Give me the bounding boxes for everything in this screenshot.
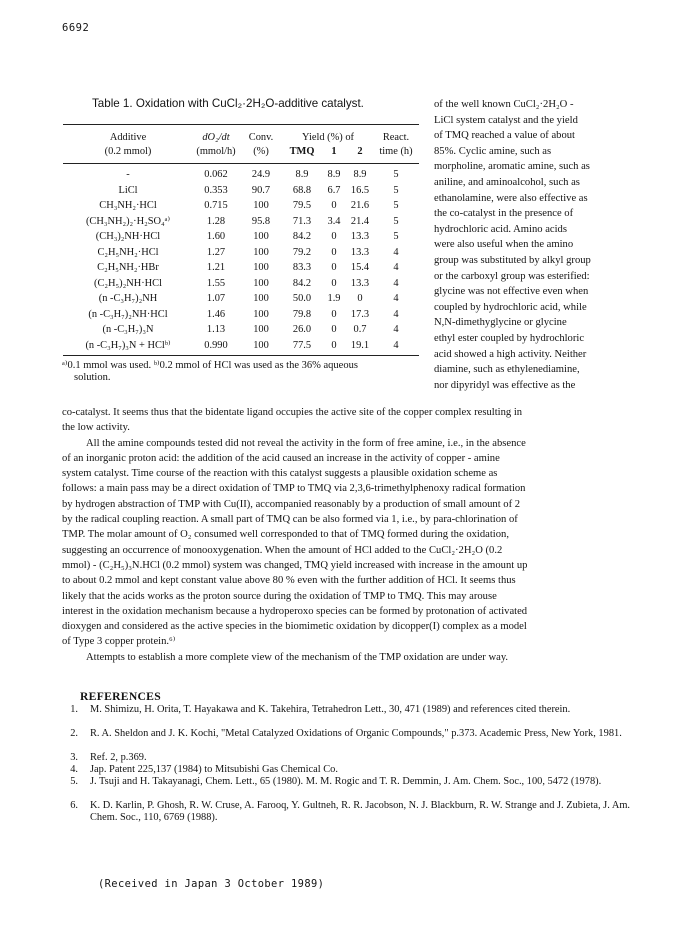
table-cell-do2: 1.21: [206, 262, 226, 273]
table-cell-tmq: 26.0: [292, 324, 312, 335]
right-column-text: [434, 97, 646, 393]
right-column-line: diamine, such as ethylenediamine,: [434, 364, 580, 376]
right-column-line: or the carboxyl group was esterified:: [434, 270, 590, 282]
table-header-rule: [63, 163, 419, 164]
header-do2-unit: (mmol/h): [196, 146, 236, 157]
table-footnote: [62, 360, 420, 384]
table-cell-conv: 100: [253, 339, 269, 351]
reference-text: Jap. Patent 225,137 (1984) to Mitsubishi Gas Chemical Co.: [90, 764, 338, 775]
table-cell-one: 3.4: [327, 215, 341, 227]
table-cell-do2: 1.60: [206, 231, 226, 242]
table-cell-one: 6.7: [327, 184, 341, 196]
reference-text: Ref. 2, p.369.: [90, 752, 147, 763]
table-cell-additive: -: [126, 169, 130, 180]
table-bottom-rule: [63, 355, 419, 356]
table-cell-conv: 90.7: [251, 184, 271, 196]
table-cell-additive: (n -C₃H₇)₂NH: [98, 293, 158, 304]
table-cell-two: 16.5: [350, 184, 370, 196]
reference-number: 2.: [70, 728, 78, 739]
table-cell-two: 13.3: [350, 277, 370, 289]
table-caption: Table 1. Oxidation with CuCl₂·2H₂O-additive catalyst.: [92, 97, 364, 110]
reference-number: 3.: [70, 752, 78, 763]
table-cell-tmq: 68.8: [292, 184, 312, 196]
table-cell-tmq: 50.0: [292, 293, 312, 304]
table-cell-time: 5: [393, 184, 399, 196]
right-column-line: glycine was not effective even when: [434, 286, 589, 298]
body-line: suggesting an occurrence of monooxygenation. When the amount of HCl added to the CuCl₂·2H₂O (0.2: [62, 544, 503, 556]
table-cell-one: 8.9: [327, 169, 341, 180]
body-line: mmol) - (C₂H₅)₃N.HCl (0.2 mmol) system was changed, TMQ yield increased with increase in the amount up: [62, 559, 528, 571]
right-column-line: were also useful when the amino: [434, 239, 574, 251]
body-line: TMP. The molar amount of O₂ consumed well corresponded to that of TMQ formed during the oxidation,: [62, 529, 509, 541]
table-cell-tmq: 71.3: [292, 215, 312, 227]
table-top-rule: [63, 124, 419, 125]
header-compound-1: 1: [331, 146, 337, 157]
table-cell-one: 0: [331, 262, 337, 273]
right-column-line: LiCl system catalyst and the yield: [434, 114, 578, 126]
table-cell-conv: 100: [253, 231, 269, 242]
header-conv-unit: (%): [253, 146, 269, 157]
table-cell-tmq: 79.2: [292, 246, 312, 258]
right-column-line: the co-catalyst in the presence of: [434, 208, 574, 220]
table-cell-two: 19.1: [350, 339, 370, 351]
body-line: of an inorganic proton acid: the addition of the acid caused an increase in the activity of copper - amine: [62, 452, 500, 464]
header-additive: Additive: [109, 132, 147, 143]
table-cell-tmq: 84.2: [292, 277, 312, 289]
right-column-line: of TMQ reached a value of about: [434, 130, 575, 142]
table-cell-time: 4: [393, 308, 399, 320]
table-cell-additive: C₂H₅NH₂·HCl: [97, 246, 159, 258]
table-cell-conv: 100: [253, 246, 269, 258]
table-cell-time: 4: [393, 293, 399, 304]
table-cell-time: 5: [393, 231, 399, 242]
table-cell-tmq: 79.5: [292, 200, 312, 211]
table-cell-additive: (CH₃NH₂)₂·H₂SO₄ᵃ⁾: [85, 215, 171, 227]
table-cell-two: 13.3: [350, 246, 370, 258]
header-conv: Conv.: [248, 132, 274, 143]
table-cell-additive: (n -C₃H₇)₂NH·HCl: [88, 308, 168, 320]
table-cell-do2: 0.353: [204, 184, 228, 196]
right-column-line: hydrochloric acid. Amino acids: [434, 223, 567, 235]
body-line: the low activity.: [62, 422, 130, 434]
right-column-line: ethanolamine, were also effective as: [434, 192, 588, 204]
table-cell-tmq: 83.3: [292, 262, 312, 273]
table-cell-conv: 100: [253, 324, 269, 335]
right-column-line: ethyl ester coupled by hydrochloric: [434, 332, 585, 344]
table-cell-do2: 1.46: [206, 308, 226, 320]
table-cell-two: 8.9: [353, 169, 367, 180]
table-cell-two: 17.3: [350, 308, 370, 320]
table-cell-additive: (C₂H₅)₂NH·HCl: [93, 277, 162, 289]
table-cell-conv: 24.9: [251, 169, 271, 180]
table-cell-two: 13.3: [350, 231, 370, 242]
body-text: [62, 405, 648, 665]
right-column-line: group was substituted by alkyl group: [434, 254, 591, 266]
body-line: by hydrogen abstraction of TMP with Cu(II), accompanied reasonably by a production of small amount of 2: [62, 498, 521, 510]
table-cell-conv: 100: [253, 262, 269, 273]
body-line: likely that the acids works as the proton source during the oxidation of TMP to TMQ. This may arouse: [62, 590, 497, 602]
header-react: React.: [382, 132, 410, 143]
table-cell-do2: 0.062: [204, 169, 228, 180]
table-cell-one: 0: [331, 231, 337, 242]
header-react-unit: time (h): [379, 146, 413, 157]
body-line: Attempts to establish a more complete view of the mechanism of the TMP oxidation are under way.: [86, 651, 509, 663]
table-cell-do2: 0.715: [204, 200, 228, 211]
table-cell-tmq: 79.8: [292, 308, 312, 320]
table-cell-do2: 0.990: [204, 339, 228, 351]
table-cell-tmq: 77.5: [292, 339, 312, 351]
table-cell-one: 0: [331, 277, 337, 289]
received-date: (Received in Japan 3 October 1989): [98, 878, 325, 890]
table-footnote-line: ᵃ⁾0.1 mmol was used. ᵇ⁾0.2 mmol of HCl was used as the 36% aqueous: [62, 360, 358, 371]
body-line: to about 0.2 mmol and kept constant value above 80 % even with the further addition of HCl. It seems thus: [62, 575, 516, 587]
body-line: dioxygen and considered as the active species in the biomimetic oxidation by dicopper(I) complex as a model: [62, 621, 527, 633]
table-cell-additive: (n -C₃H₇)₃N: [102, 324, 154, 335]
body-line: of Type 3 copper protein.⁶⁾: [62, 636, 176, 648]
reference-number: 4.: [70, 764, 78, 775]
table-cell-one: 0: [331, 308, 337, 320]
table-cell-do2: 1.07: [206, 293, 226, 304]
table-cell-one: 0: [331, 339, 337, 351]
right-column-line: of the well known CuCl₂·2H₂O -: [434, 99, 574, 110]
table-cell-additive: CH₃NH₂·HCl: [99, 200, 157, 211]
reference-text: R. A. Sheldon and J. K. Kochi, "Metal Catalyzed Oxidations of Organic Compounds," p.373. Academic Press, New York, 1981.: [90, 728, 622, 739]
table-cell-do2: 1.28: [206, 215, 226, 227]
table-cell-two: 0: [357, 293, 363, 304]
table-cell-time: 4: [393, 262, 399, 273]
table-cell-tmq: 84.2: [292, 231, 312, 242]
right-column-line: N,N-dimethyglycine or glycine: [434, 317, 567, 329]
table-cell-two: 15.4: [350, 262, 370, 273]
body-line: co-catalyst. It seems thus that the bidentate ligand occupies the active site of the copper complex resulting in: [62, 407, 523, 418]
table-cell-additive: LiCl: [118, 184, 138, 196]
table-footnote-line: solution.: [74, 372, 111, 383]
table-cell-conv: 100: [253, 293, 269, 304]
header-tmq: TMQ: [289, 146, 315, 157]
table-cell-do2: 1.27: [206, 246, 226, 258]
table-cell-additive: C₂H₅NH₂·HBr: [97, 262, 159, 273]
table-cell-tmq: 8.9: [295, 169, 309, 180]
header-additive-unit: (0.2 mmol): [104, 146, 152, 157]
table-cell-one: 1.9: [327, 293, 341, 304]
reference-number: 1.: [70, 704, 78, 715]
table-cell-additive: (n -C₃H₇)₃N + HClᵇ⁾: [85, 339, 171, 351]
reference-number: 6.: [70, 800, 78, 811]
table-cell-one: 0: [331, 200, 337, 211]
reference-text: J. Tsuji and H. Takayanagi, Chem. Lett., 65 (1980). M. M. Rogic and T. R. Demmin, J. Am. Chem. Soc., 100, 5472 (1978).: [90, 776, 602, 787]
table-cell-do2: 1.13: [206, 324, 226, 335]
reference-number: 5.: [70, 776, 78, 787]
header-do2: dO₂/dt: [202, 132, 230, 143]
table-cell-time: 4: [393, 339, 399, 351]
page-number: 6692: [62, 22, 90, 34]
body-line: follows: a main pass may be a direct oxidation of TMP to TMQ via 2,3,6-trimethylphenoxy radical formation: [62, 483, 526, 495]
table-cell-time: 4: [393, 324, 399, 335]
body-line: by the radical coupling reaction. A small part of TMQ can be also formed via 1, i.e., by para-chlorination of: [62, 514, 518, 526]
right-column-line: 85%. Cyclic amine, such as: [434, 145, 552, 157]
body-line: interest in the oxidation mechanism because a hydroperoxo species can be formed by protonation of activated: [62, 605, 528, 617]
right-column-line: nor dipyridyl was effective as the: [434, 379, 576, 391]
table-cell-two: 21.4: [350, 215, 370, 227]
table-cell-conv: 100: [253, 277, 269, 289]
table-cell-time: 4: [393, 246, 399, 258]
references-heading: REFERENCES: [80, 690, 161, 703]
reference-text: K. D. Karlin, P. Ghosh, R. W. Cruse, A. Farooq, Y. Gultneh, R. R. Jacobson, N. J. Blackburn, R. W. Strange and J. Zubieta, J. Am. Chem. Soc., 110, 6769 (1988).: [90, 800, 631, 823]
right-column-line: coupled by hydrochloric acid, while: [434, 301, 587, 313]
table-cell-conv: 95.8: [251, 215, 271, 227]
table-cell-time: 4: [393, 277, 399, 289]
body-line: All the amine compounds tested did not reveal the activity in the form of free amine, i.e., in the absence: [86, 437, 526, 449]
table-cell-do2: 1.55: [206, 277, 226, 289]
right-column-line: aniline, and aminoalcohol, such as: [434, 176, 580, 188]
table-cell-two: 21.6: [350, 200, 370, 211]
table-cell-time: 5: [393, 200, 399, 211]
table-cell-additive: (CH₃)₂NH·HCl: [95, 231, 161, 242]
body-line: system catalyst. Time course of the reaction with this catalyst suggests a plausible oxidation scheme as: [62, 468, 498, 480]
table-cell-one: 0: [331, 246, 337, 258]
right-column-line: acid showed a high activity. Neither: [434, 348, 587, 360]
header-yield: Yield (%) of: [302, 132, 354, 143]
table-cell-two: 0.7: [353, 324, 367, 335]
table-cell-conv: 100: [253, 308, 269, 320]
reference-text: M. Shimizu, H. Orita, T. Hayakawa and K. Takehira, Tetrahedron Lett., 30, 471 (1989) and references cited therein.: [90, 704, 571, 715]
table-cell-time: 5: [393, 169, 399, 180]
right-column-line: morpholine, aromatic amine, such as: [434, 161, 590, 173]
table-cell-conv: 100: [253, 200, 269, 211]
header-compound-2: 2: [357, 146, 363, 157]
table-cell-time: 5: [393, 215, 399, 227]
table-cell-one: 0: [331, 324, 337, 335]
